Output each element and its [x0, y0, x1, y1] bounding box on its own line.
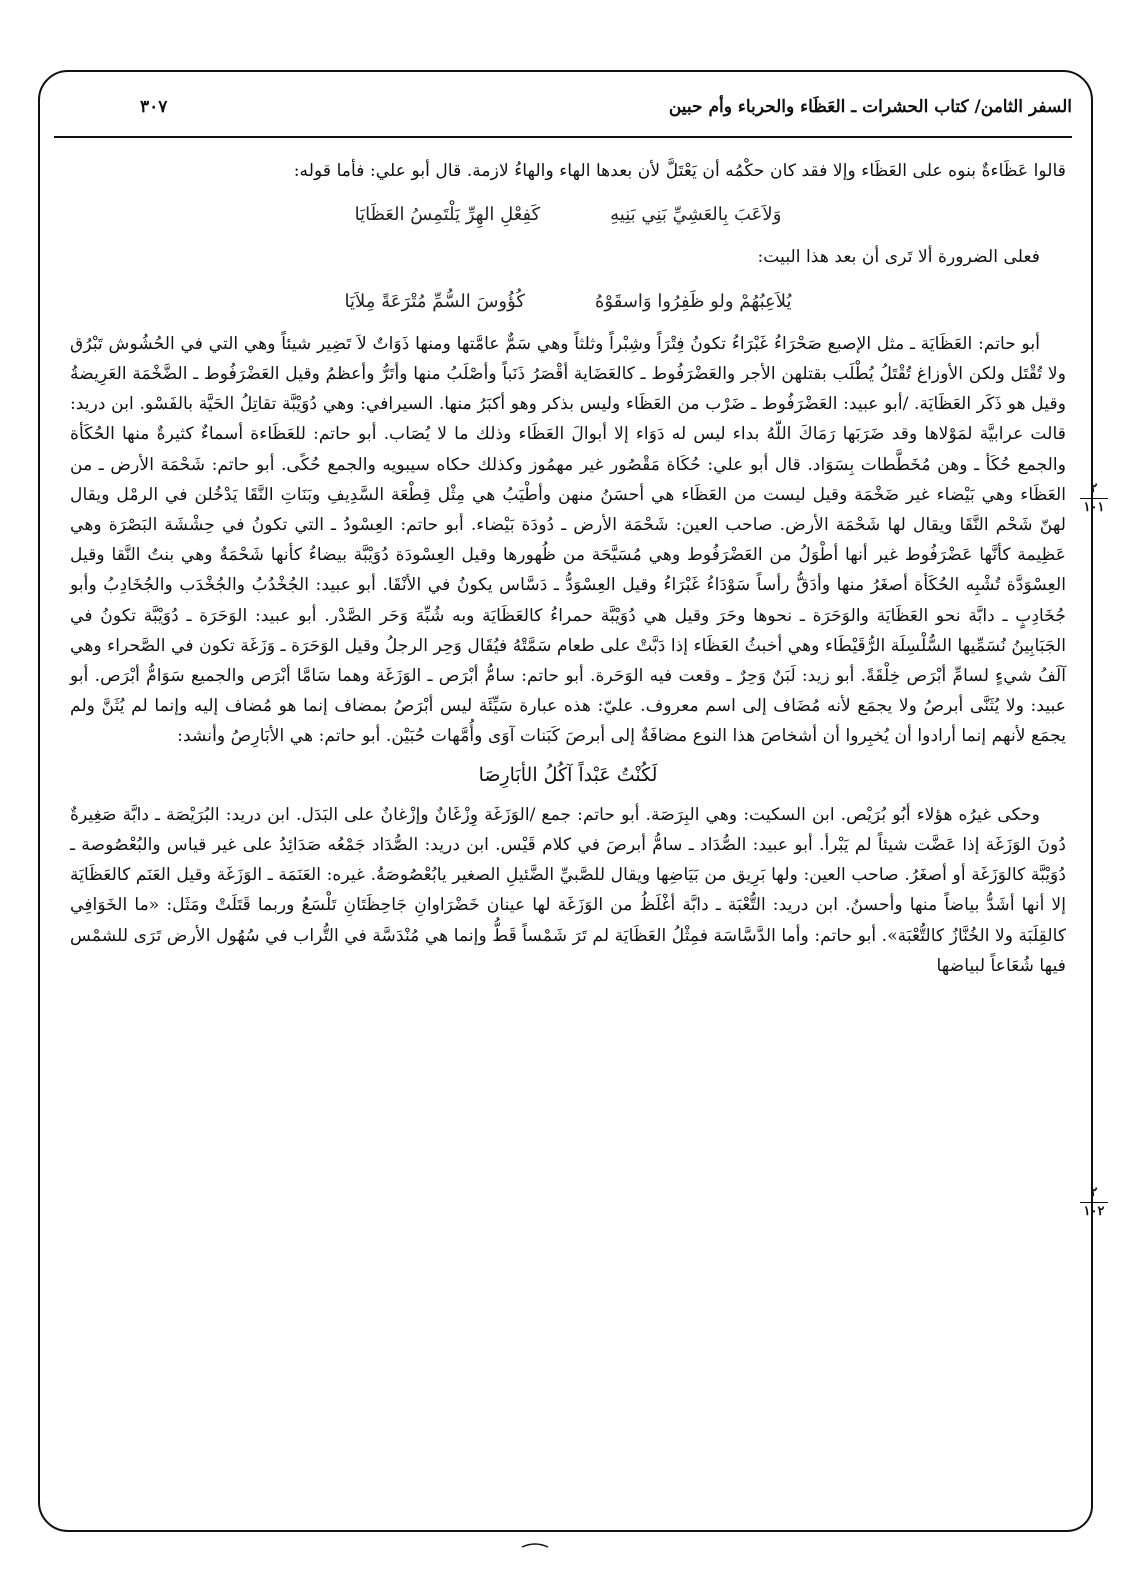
verse-1 [70, 200, 1066, 230]
verse-2 [70, 287, 1066, 317]
verse-1-second-hemistich: كَفِعْلِ الهِرِّ يَلْتَمِسُ العَظَايَا [354, 204, 541, 226]
header-divider [54, 136, 1072, 138]
paragraph-1: قالوا عَظَاءةٌ بنوه على العَظَاء وإلا فقد كان حكْمُه أن يَعْتَلَّ لأن بعدها الهاء والهاءُ لازمة. قال أبو علي: فأما قوله: [293, 161, 1066, 181]
margin-note-2 [1074, 1186, 1114, 1219]
margin-note-2-page: ١٠٢ [1083, 1204, 1105, 1219]
header-title: السفر الثامن/ كتاب الحشرات ـ العَظَاء والحرباء وأم حبين [668, 97, 1072, 117]
margin-note-2-volume: ٢ [1090, 1185, 1098, 1200]
verse-3: لَكُنْتُ عَبْداً آكُلُ الأبَارِصَا [478, 763, 658, 786]
margin-note-2-bar [1080, 1202, 1108, 1203]
verse-1-first-hemistich: وَلاَعَبَ بِالعَشِيِّ بَنِي بَنِيهِ [610, 204, 782, 226]
page-number: ٣٠٧ [140, 97, 168, 117]
verse-2-first-hemistich: يُلاَعِبُهُمْ ولو ظَفِرُوا وَاسقَوْهُ [595, 290, 792, 312]
margin-note-1-volume: ٢ [1090, 481, 1098, 496]
paragraph-4: وحكى غيرُه هؤلاء أبُو بُرَيْص. ابن السكيت: وهي البِرَصَة. أبو حاتم: جمع /الوَزَغَة وِزْغَانٌ وإزْغانٌ على البَدَل. ابن دريد: البُرَيْصَة ـ دابَّة صَغِيرةٌ دُونَ الوَزَغَة إذا عَضَّت شيئاً لم يَبْرأ. أبو عبيد: الصُّدَاد ـ سامُّ أبرصَ في كلام قَيْس. ابن دريد: الصُّدَاد جَمْعُه صَدَائِدُ على غير قياس والبُعْصُوصة ـ دُوَيْبَّة كالوَزَغَة أو أصغَرُ. صاحب العين: ولها بَرِيق من بَيَاضِها ويقال للصَّبيِّ الضَّئيلِ الصغير يابُعْصُوصَةُ. غيره: العَنَمَة ـ الوَزَغَة وقيل العَنَم كالعَظَايَة إلا أنها أشَدُّ بياضاً منها وأحسنُ. ابن دريد: التُّعْبَة ـ دابَّة أغْلَظُ من الوَزَغَة لها عينان خَضْرَاوانِ جَاحِظَتَانِ تَلْسَعُ وربما قَتَلَتْ ومَثَل: «ما الخَوَافِي كالقِلَبَة ولا الخُنَّازُ كالتُّعْبَة». أبو حاتم: وأما الدَّسَّاسَة فمِثْلُ العَظَايَة لم تَرَ شَمْساً قَطُّ وإنما هي مُنْدَسَّة في التُّراب في سُهُول الأرض تَرَى للشمْس فيها شُعَاعاً لبياضها [70, 804, 1066, 976]
margin-note-1-page: ١٠١ [1083, 500, 1105, 515]
verse-2-second-hemistich: كُؤُوسَ السُّمِّ مُتْرَعَةً مِلاَيَا [344, 290, 525, 312]
running-header [140, 92, 1072, 122]
page-body [70, 156, 1066, 981]
footer-ornament [520, 1541, 550, 1549]
margin-note-1 [1074, 482, 1114, 515]
paragraph-3: أبو حاتم: العَظَايَة ـ مثل الإصبع صَحْرَاءُ غَبْرَاءُ تكونُ فِتْرَاً وشِبْراً وثلثاً وهي سَمٌّ عامَّتها ومنها ذَوَاتٌ لاَ تَضِير شيئاً وهي التي في الحُشُوش تَبْرُق ولا تُقْتَل ولكن الأوزاغ تُقْتَلُ يُطْلَب بقتلهن الأجر والعَضْرَفُوط ـ كالعَضَاية أقْصَرُ ذَنَباً وأصْلَبُ منها وأتَرُّ وأعظمُ وقيل العَضْرَفُوط ـ الضَّخْمَة العَرِيضةُ وقيل هو ذَكَر العَظَايَة. /أبو عبيد: العَضْرَفُوط ـ ضَرْب من العَظَاء وليس بذكر وهو أكبَرُ منها. السيرافي: وهي دُوَيْبَّة تقاتِلُ الحَيَّة بالفَسْو. ابن دريد: قالت عرابيَّة لمَوْلاها وقد ضَرَبَها رَمَاكَ اللّهُ بداء ليس له دَوَاء إلا أبوالَ العَظَاء وذلك ما لا يُصَاب. أبو حاتم: للعَظَاءة أسماءٌ كثيرةٌ منها الحُكَأة والجمع حُكَأ ـ وهن مُخَطَّطات بِسَوَاد. قال أبو علي: حُكَاة مَقْصُور غير مهمُوز وكذلك حكاه سيبويه والجمع حُكًى. أبو حاتم: شَحْمَة الأرض ـ من العَظَاء وهي بَيْضاء غير ضَخْمَة وقيل ليست من العَظَاء هي أحسَنُ منهن وأطْيَبُ هي مِثْل قِطْعَة السَّدِيفِ وبَنَاتِ النَّقَا يَدْخُلن في الرمْل ويقال لهنّ شَحْم النَّقَا ويقال لها شَحْمَة الأرض. صاحب العين: شَحْمَة الأرض ـ دُودَة بَيْضاء. أبو حاتم: العِسْودُ ـ التي تكونُ في حِشْشَة البَصْرَة وهي عَظِيمة كأنَّها عَضْرَفُوط غير أنها أطْوَلُ من العَضْرَفُوط وهي مُسَيَّحَة من ظُهورها وقيل العِسْودَة دُوَيْبَّة بيضاءُ كأنها شَحْمَةٌ وهي بنتُ النَّقا وقيل العِسْوَدَّة تُشْبِه الحُكَأة أصغَرُ منها وأدَقُّ رأساً سَوْدَاءُ غَبْرَاءُ وقيل العِسْوَدُّ ـ دَسَّاس يكونُ في الأنْقَا. أبو عبيد: الجُخْدُبُ والجُخْدَب والجُخَادِبُ وأبو جُخَادِبٍ ـ دابَّة نحو العَظَايَة والوَحَرَة ـ نحوها وحَرَ وقيل هي دُوَيْبَّة حمراءُ كالعَظَايَة وبه شُبِّهَ وَحَر الصَّدْر. أبو عبيد: الوَحَرَة ـ دُوَيْبَّة تكونُ في الجَبَابِينُ نُسَمِّيها السُّلْسِلَة الرُّقَيْطَاء وهي أخبثُ العَظَاء إذا دَبَّتْ على طعام سَمَّتْهُ فيُقَال وَحِر الرجلُ وقيل الوَحَرَة ـ وَزَغَة تكون في الصَّحراء وهي آلَفُ شيءٍ لسامِّ أبْرَص خِلْقَةً. أبو زيد: لَبَنٌ وَحِرٌ ـ وقعت فيه الوَحَرة. أبو حاتم: سامُّ أبْرَص ـ الوَزَغَة وهما سَامَّا أبْرَص والجميع سَوَامُّ أبْرَص. أبو عبيد: ولا يُثَنَّى أبرصُ ولا يجمَع لأنه مُضَاف إلى اسم معروف. عليّ: هذه عبارة سَيِّئَة ليس أبْرَصُ بمضاف إنما هو مُضاف إليه وإنما لم يُثَنَّ ولم يجمَع لأنهم إنما أرادوا أن يُخبِروا أن أشخاصَ هذا النوع مضافَةٌ إلى أبرصَ كَبَنات آوَى وأُمَّهات حُبَيْن. أبو حاتم: هي الأبَارِصُ وأنشد: [70, 333, 1066, 747]
paragraph-2: فعلى الضرورة ألا تَرى أن بعد هذا البيت: [757, 247, 1040, 268]
margin-note-1-bar [1080, 498, 1108, 499]
